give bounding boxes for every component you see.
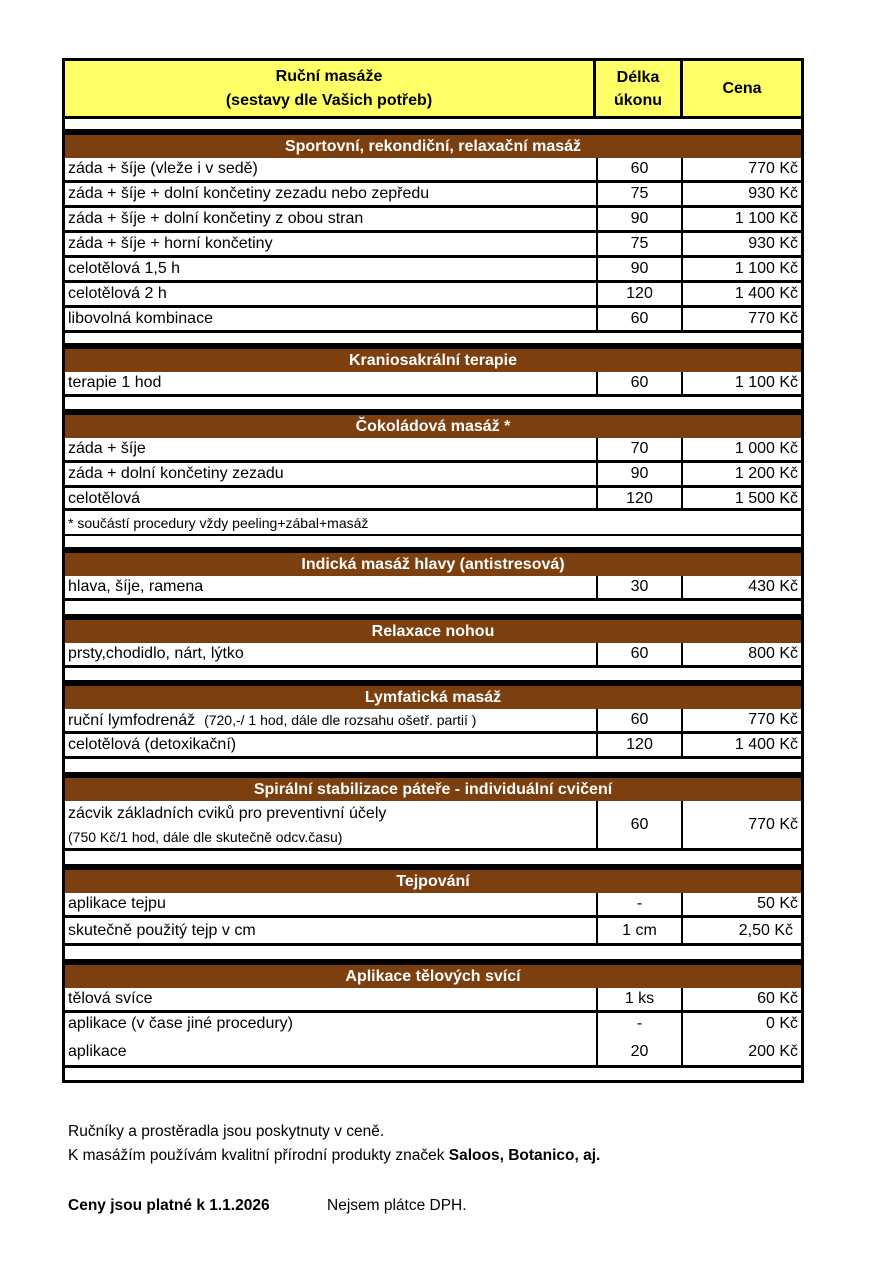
service-price: 430 Kč xyxy=(748,578,798,595)
service-name-detail: (720,-/ 1 hod, dále dle rozsahu ošetř. partií ) xyxy=(204,712,477,728)
spacer xyxy=(65,333,801,346)
service-duration: 90 xyxy=(596,208,683,230)
service-price: 770 Kč xyxy=(748,816,798,833)
service-duration: 70 xyxy=(596,438,683,460)
service-price: 930 Kč xyxy=(748,235,798,252)
service-name: libovolná kombinace xyxy=(68,310,213,327)
service-price: 1 400 Kč xyxy=(734,736,798,753)
header-duration-line2: úkonu xyxy=(614,91,662,109)
service-price: 770 Kč xyxy=(748,160,798,177)
spacer xyxy=(65,397,801,412)
service-duration: 1 ks xyxy=(596,988,683,1010)
service-duration: 120 xyxy=(596,283,683,305)
section-title: Sportovní, rekondiční, relaxační masáž xyxy=(65,132,801,158)
service-price: 50 Kč xyxy=(757,895,798,912)
service-price: 930 Kč xyxy=(748,185,798,202)
service-name: celotělová xyxy=(68,490,141,507)
service-name: zácvik základních cviků pro preventivní účely xyxy=(68,805,387,822)
service-price: 1 200 Kč xyxy=(734,465,798,482)
table-row xyxy=(65,1038,801,1068)
service-duration: 60 xyxy=(596,801,683,848)
service-price: 770 Kč xyxy=(748,711,798,728)
header-duration xyxy=(596,61,683,116)
spacer xyxy=(65,536,801,550)
service-duration: 60 xyxy=(596,372,683,394)
header-subtitle: (sestavy dle Vašich potřeb) xyxy=(225,91,433,109)
section-note: * součástí procedury vždy peeling+zábal+masáž xyxy=(68,515,369,531)
service-name: aplikace xyxy=(68,1043,127,1060)
service-name: záda + šíje xyxy=(68,440,146,457)
service-price: 770 Kč xyxy=(748,310,798,327)
service-name: záda + šíje + horní končetiny xyxy=(68,235,273,252)
table-row xyxy=(65,208,801,233)
service-duration: 60 xyxy=(596,158,683,180)
table-row xyxy=(65,438,801,463)
table-row xyxy=(65,893,801,918)
section-title: Kraniosakrální terapie xyxy=(65,346,801,372)
footer-products-text: K masážím používám kvalitní přírodní produkty značek xyxy=(68,1147,445,1164)
table-row xyxy=(65,372,801,397)
service-price: 1 100 Kč xyxy=(734,374,798,391)
section-title: Čokoládová masáž * xyxy=(65,412,801,438)
service-name-detail: (750 Kč/1 hod, dále dle skutečně odcv.času) xyxy=(68,829,343,845)
table-row xyxy=(65,734,801,759)
footer-validity: Ceny jsou platné k 1.1.2026 xyxy=(68,1197,270,1214)
spacer xyxy=(65,759,801,775)
header-price: Cena xyxy=(722,79,762,97)
service-price: 0 Kč xyxy=(765,1015,798,1032)
table-row xyxy=(65,258,801,283)
service-duration: - xyxy=(596,893,683,915)
service-name: tělová svíce xyxy=(68,990,153,1007)
service-duration: 60 xyxy=(596,643,683,665)
footer-towels: Ručníky a prostěradla jsou poskytnuty v ceně. xyxy=(68,1123,385,1140)
service-duration: 75 xyxy=(596,233,683,255)
service-name: hlava, šíje, ramena xyxy=(68,578,204,595)
service-name: záda + dolní končetiny zezadu xyxy=(68,465,284,482)
table-header xyxy=(65,61,801,119)
footer-products xyxy=(68,1147,600,1165)
table-row xyxy=(65,233,801,258)
section-title: Indická masáž hlavy (antistresová) xyxy=(65,550,801,576)
service-price: 200 Kč xyxy=(748,1043,798,1060)
table-row xyxy=(65,801,801,851)
service-name: záda + šíje (vleže i v sedě) xyxy=(68,160,258,177)
table-row xyxy=(65,488,801,511)
service-duration: 120 xyxy=(596,734,683,756)
table-row xyxy=(65,918,801,946)
service-duration: - xyxy=(596,1013,683,1038)
service-duration: 90 xyxy=(596,258,683,280)
service-name-main: ruční lymfodrenáž xyxy=(68,712,196,729)
service-name: aplikace (v čase jiné procedury) xyxy=(68,1015,293,1032)
header-title: Ruční masáže xyxy=(275,67,383,85)
spacer xyxy=(65,946,801,962)
service-name xyxy=(68,709,476,731)
service-price: 800 Kč xyxy=(748,645,798,662)
service-price: 1 500 Kč xyxy=(734,490,798,507)
service-name: celotělová (detoxikační) xyxy=(68,736,237,753)
table-row xyxy=(65,158,801,183)
table-row xyxy=(65,463,801,488)
table-row xyxy=(65,1013,801,1038)
section-title: Aplikace tělových svící xyxy=(65,962,801,988)
service-duration: 120 xyxy=(596,488,683,508)
service-name: celotělová 2 h xyxy=(68,285,167,302)
header-service xyxy=(65,61,596,116)
section-title: Lymfatická masáž xyxy=(65,683,801,709)
service-name: záda + šíje + dolní končetiny z obou stran xyxy=(68,210,364,227)
service-name: záda + šíje + dolní končetiny zezadu nebo zepředu xyxy=(68,185,430,202)
service-duration: 90 xyxy=(596,463,683,485)
service-duration: 1 cm xyxy=(596,918,683,943)
note-row xyxy=(65,511,801,536)
service-name: celotělová 1,5 h xyxy=(68,260,181,277)
header-duration-line1: Délka xyxy=(616,68,660,86)
service-duration: 20 xyxy=(596,1038,683,1065)
service-price: 1 100 Kč xyxy=(734,210,798,227)
service-duration: 60 xyxy=(596,709,683,731)
section-title: Tejpování xyxy=(65,867,801,893)
spacer xyxy=(65,601,801,617)
service-name: prsty,chodidlo, nárt, lýtko xyxy=(68,645,244,662)
service-price: 1 000 Kč xyxy=(734,440,798,457)
table-row xyxy=(65,283,801,308)
service-name: aplikace tejpu xyxy=(68,895,166,912)
service-duration: 75 xyxy=(596,183,683,205)
service-price: 1 100 Kč xyxy=(734,260,798,277)
section-title: Spirální stabilizace páteře - individuální cvičení xyxy=(65,775,801,801)
spacer xyxy=(65,851,801,867)
table-row xyxy=(65,988,801,1013)
service-duration: 30 xyxy=(596,576,683,598)
footer-brands: Saloos, Botanico, aj. xyxy=(448,1147,601,1164)
table-row xyxy=(65,183,801,208)
service-name: terapie 1 hod xyxy=(68,374,162,391)
table-row xyxy=(65,643,801,668)
service-price: 2,50 Kč xyxy=(738,922,793,939)
price-table xyxy=(62,58,804,1083)
section-title: Relaxace nohou xyxy=(65,617,801,643)
spacer xyxy=(65,668,801,683)
table-row xyxy=(65,308,801,333)
service-duration: 60 xyxy=(596,308,683,330)
table-row xyxy=(65,709,801,734)
service-name: skutečně použitý tejp v cm xyxy=(68,922,256,939)
service-price: 1 400 Kč xyxy=(734,285,798,302)
table-row xyxy=(65,576,801,601)
footer-vat: Nejsem plátce DPH. xyxy=(327,1197,467,1214)
service-price: 60 Kč xyxy=(757,990,798,1007)
spacer xyxy=(65,119,801,132)
